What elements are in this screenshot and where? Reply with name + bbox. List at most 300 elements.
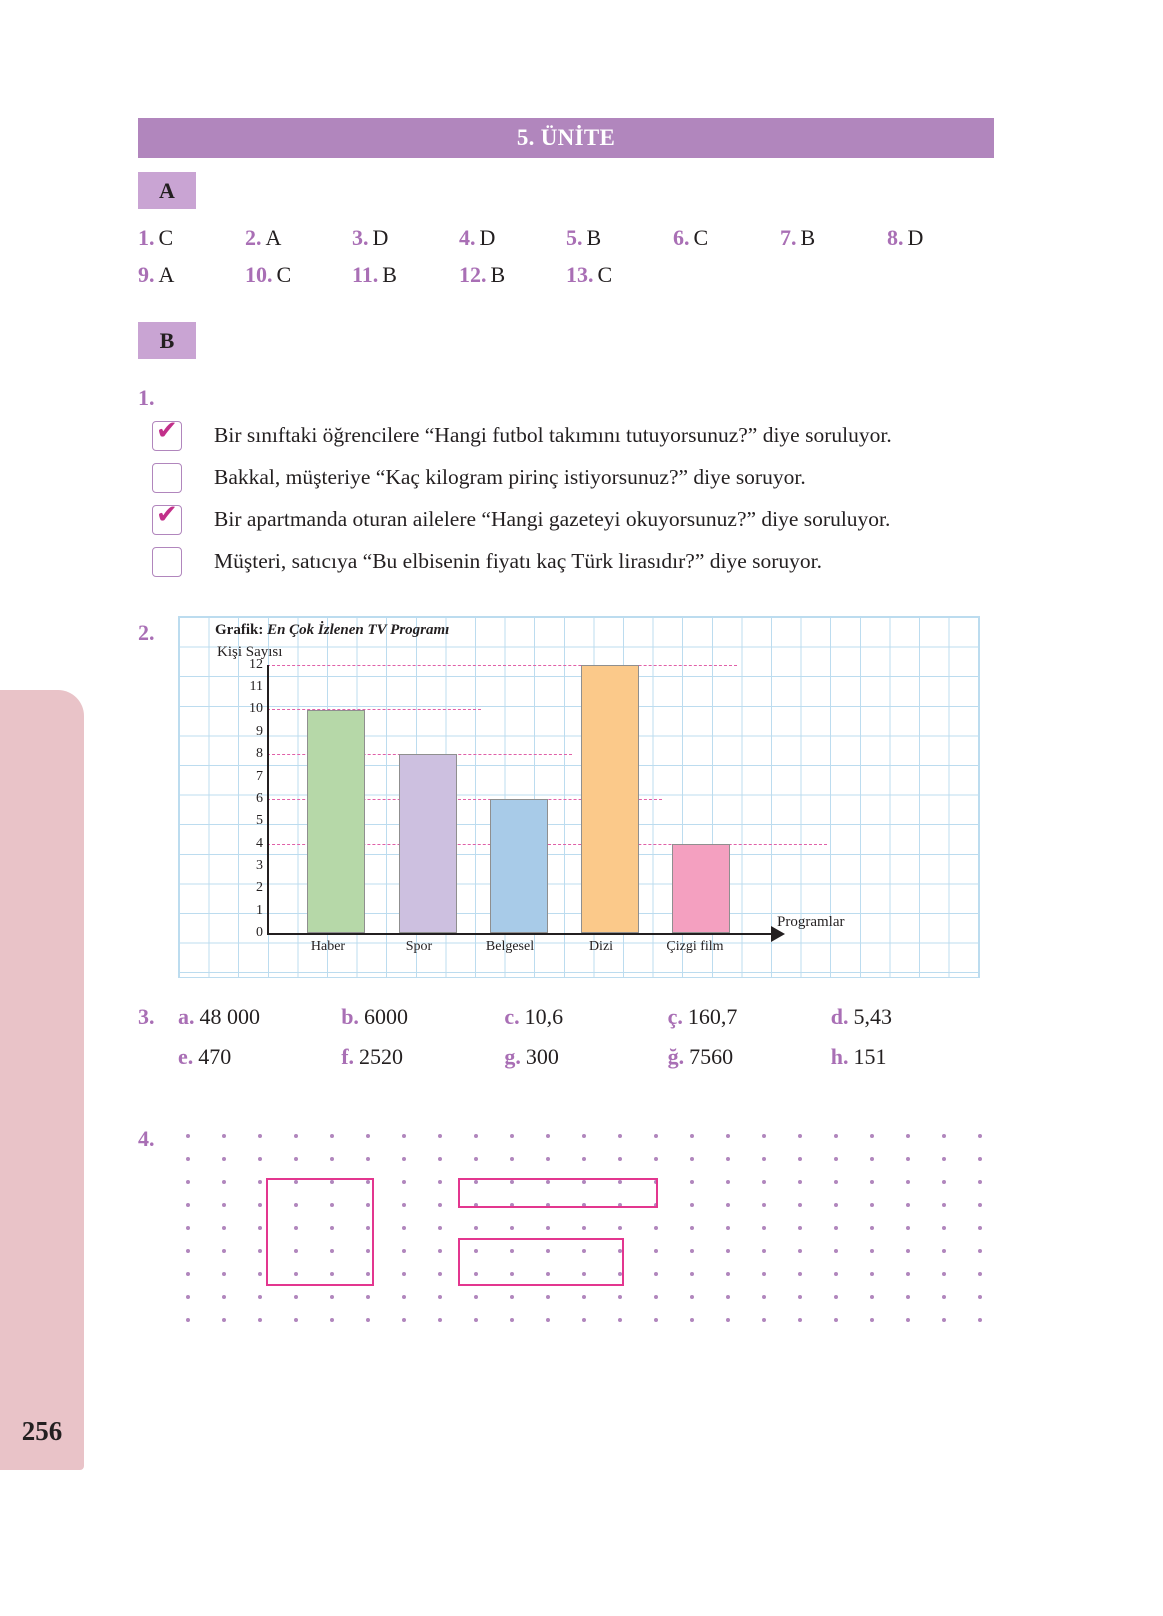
- grid-dot: [942, 1157, 946, 1161]
- question-3-answers: [178, 1004, 994, 1070]
- q3-item: [504, 1004, 667, 1030]
- grid-dot: [186, 1157, 190, 1161]
- answer-number: 1.: [138, 225, 155, 250]
- grid-dot: [258, 1318, 262, 1322]
- grid-dot: [330, 1134, 334, 1138]
- answer-item: [459, 225, 566, 251]
- shape-rectangle-bottom: [458, 1238, 624, 1286]
- grid-dot: [798, 1226, 802, 1230]
- checklist-item[interactable]: [152, 545, 994, 578]
- grid-dot: [870, 1318, 874, 1322]
- grid-dot: [762, 1318, 766, 1322]
- grid-dot: [222, 1157, 226, 1161]
- q3-value: 5,43: [853, 1004, 893, 1029]
- q3-item: [178, 1004, 341, 1030]
- q3-letter: g.: [504, 1044, 521, 1069]
- q3-item: [504, 1044, 667, 1070]
- grid-dot: [798, 1249, 802, 1253]
- grid-dot: [258, 1295, 262, 1299]
- grid-dot: [186, 1295, 190, 1299]
- q3-value: 300: [525, 1044, 559, 1069]
- grid-dot: [798, 1272, 802, 1276]
- checklist-item-label: Müşteri, satıcıya “Bu elbisenin fiyatı kaç Türk lirasıdır?” diye soruyor.: [214, 549, 823, 573]
- answer-number: 8.: [887, 225, 904, 250]
- grid-dot: [762, 1134, 766, 1138]
- grid-dot: [186, 1318, 190, 1322]
- chart-title-prefix: Grafik:: [215, 622, 264, 638]
- grid-dot: [402, 1157, 406, 1161]
- grid-dot: [258, 1134, 262, 1138]
- grid-dot: [438, 1157, 442, 1161]
- answer-item: [673, 225, 780, 251]
- grid-dot: [690, 1157, 694, 1161]
- answer-number: 7.: [780, 225, 797, 250]
- grid-dot: [870, 1272, 874, 1276]
- grid-dot: [222, 1318, 226, 1322]
- q3-letter: h.: [830, 1044, 849, 1069]
- q3-value: 6000: [363, 1004, 408, 1029]
- grid-dot: [402, 1318, 406, 1322]
- checklist-item[interactable]: [152, 415, 994, 452]
- q3-item: [668, 1004, 831, 1030]
- bar-label-cizgi-film: Çizgi film: [666, 939, 724, 954]
- grid-dot: [366, 1157, 370, 1161]
- grid-dot: [438, 1318, 442, 1322]
- grid-dot: [834, 1157, 838, 1161]
- answer-number: 12.: [459, 262, 487, 287]
- q3-item: [178, 1044, 341, 1070]
- page-number: 256: [21, 1415, 63, 1446]
- grid-dot: [186, 1203, 190, 1207]
- grid-dot: [690, 1134, 694, 1138]
- answer-value: C: [276, 262, 292, 287]
- grid-dot: [186, 1226, 190, 1230]
- answer-item: [352, 262, 459, 288]
- grid-dot: [186, 1249, 190, 1253]
- q3-letter: d.: [830, 1004, 849, 1029]
- grid-dot: [798, 1134, 802, 1138]
- page-content: [138, 118, 994, 1346]
- q3-value: 48 000: [199, 1004, 260, 1029]
- grid-dot: [258, 1157, 262, 1161]
- dot-grid: [178, 1126, 994, 1346]
- grid-dot: [222, 1203, 226, 1207]
- grid-dot: [798, 1318, 802, 1322]
- q3-value: 470: [198, 1044, 232, 1069]
- grid-dot: [402, 1134, 406, 1138]
- grid-dot: [438, 1272, 442, 1276]
- answer-number: 3.: [352, 225, 369, 250]
- checkbox-4[interactable]: [152, 547, 182, 577]
- section-badge-b: B: [138, 322, 196, 359]
- grid-dot: [258, 1272, 262, 1276]
- grid-dot: [438, 1295, 442, 1299]
- grid-dot: [870, 1203, 874, 1207]
- grid-dot: [654, 1295, 658, 1299]
- grid-dot: [294, 1318, 298, 1322]
- grid-dot: [510, 1318, 514, 1322]
- q3-item: [668, 1044, 831, 1070]
- question-2: [138, 616, 994, 978]
- grid-dot: [510, 1295, 514, 1299]
- grid-dot: [978, 1318, 982, 1322]
- grid-dot: [654, 1318, 658, 1322]
- grid-dot: [186, 1180, 190, 1184]
- answer-value: D: [479, 225, 496, 250]
- grid-dot: [726, 1134, 730, 1138]
- grid-dot: [330, 1157, 334, 1161]
- grid-dot: [942, 1249, 946, 1253]
- grid-dot: [906, 1203, 910, 1207]
- ytick: 0: [256, 925, 263, 940]
- grid-dot: [402, 1249, 406, 1253]
- grid-dot: [186, 1134, 190, 1138]
- q3-item: [341, 1004, 504, 1030]
- bar-dizi: [581, 665, 639, 933]
- grid-dot: [726, 1203, 730, 1207]
- q3-value: 10,6: [524, 1004, 564, 1029]
- grid-dot: [762, 1249, 766, 1253]
- grid-dot: [510, 1226, 514, 1230]
- answer-item: [566, 225, 673, 251]
- grid-dot: [870, 1134, 874, 1138]
- grid-dot: [474, 1295, 478, 1299]
- grid-dot: [402, 1180, 406, 1184]
- answer-value: C: [693, 225, 709, 250]
- grid-dot: [906, 1134, 910, 1138]
- q3-letter: c.: [504, 1004, 520, 1029]
- checklist-item-label: Bir apartmanda oturan ailelere “Hangi gazeteyi okuyorsunuz?” diye soruluyor.: [214, 507, 891, 531]
- answer-value: B: [586, 225, 602, 250]
- grid-dot: [942, 1203, 946, 1207]
- grid-dot: [906, 1272, 910, 1276]
- grid-dot: [870, 1157, 874, 1161]
- grid-dot: [654, 1134, 658, 1138]
- grid-dot: [510, 1134, 514, 1138]
- grid-dot: [438, 1226, 442, 1230]
- grid-dot: [978, 1295, 982, 1299]
- q3-value: 7560: [689, 1044, 734, 1069]
- question-4: [138, 1126, 994, 1346]
- grid-dot: [654, 1157, 658, 1161]
- q3-letter: ç.: [667, 1004, 683, 1029]
- grid-dot: [762, 1295, 766, 1299]
- grid-dot: [618, 1226, 622, 1230]
- grid-dot: [582, 1295, 586, 1299]
- answer-item: [780, 225, 887, 251]
- answer-number: 2.: [245, 225, 262, 250]
- grid-dot: [366, 1318, 370, 1322]
- grid-dot: [906, 1318, 910, 1322]
- answer-value: B: [490, 262, 506, 287]
- checkbox-2[interactable]: [152, 463, 182, 493]
- grid-dot: [546, 1157, 550, 1161]
- bar-label-dizi: Dizi: [588, 939, 614, 954]
- grid-dot: [438, 1203, 442, 1207]
- page-side-tab: [0, 690, 84, 1470]
- bar-spor: [399, 754, 457, 933]
- grid-dot: [258, 1180, 262, 1184]
- grid-dot: [942, 1318, 946, 1322]
- ytick: 1: [256, 903, 263, 918]
- grid-dot: [834, 1203, 838, 1207]
- grid-dot: [582, 1134, 586, 1138]
- ytick: 3: [256, 858, 263, 873]
- answer-number: 5.: [566, 225, 583, 250]
- grid-dot: [726, 1180, 730, 1184]
- grid-dot: [726, 1318, 730, 1322]
- ytick: 6: [256, 791, 263, 806]
- grid-dot: [978, 1272, 982, 1276]
- answer-item: [352, 225, 459, 251]
- ytick: 4: [256, 836, 263, 851]
- grid-dot: [906, 1180, 910, 1184]
- grid-dot: [474, 1157, 478, 1161]
- grid-dot: [618, 1295, 622, 1299]
- grid-dot: [186, 1272, 190, 1276]
- grid-dot: [690, 1249, 694, 1253]
- answer-item: [245, 225, 352, 251]
- grid-dot: [294, 1134, 298, 1138]
- grid-dot: [870, 1226, 874, 1230]
- checklist-item-label: Bir sınıftaki öğrencilere “Hangi futbol takımını tutuyorsunuz?” diye soruluyor.: [214, 423, 892, 447]
- answer-value: D: [907, 225, 924, 250]
- q3-letter: b.: [341, 1004, 359, 1029]
- answer-item: [459, 262, 566, 288]
- ytick: 5: [256, 813, 263, 828]
- grid-dot: [582, 1157, 586, 1161]
- grid-dot: [978, 1157, 982, 1161]
- checkbox-1[interactable]: [152, 415, 182, 451]
- question-1-checklist: [152, 415, 994, 578]
- grid-dot: [330, 1295, 334, 1299]
- answer-value: B: [800, 225, 816, 250]
- grid-dot: [366, 1134, 370, 1138]
- grid-dot: [834, 1295, 838, 1299]
- grid-dot: [798, 1203, 802, 1207]
- chart-y-axis-ticks: [235, 617, 263, 977]
- grid-dot: [978, 1180, 982, 1184]
- check-icon: ✔: [156, 499, 178, 530]
- grid-dot: [798, 1180, 802, 1184]
- grid-dot: [978, 1203, 982, 1207]
- q3-letter: e.: [178, 1044, 194, 1069]
- grid-dot: [438, 1180, 442, 1184]
- section-b: [138, 322, 994, 1346]
- grid-dot: [618, 1318, 622, 1322]
- q3-value: 160,7: [687, 1004, 738, 1029]
- answer-item: [138, 262, 245, 288]
- grid-dot: [690, 1318, 694, 1322]
- grid-dot: [726, 1295, 730, 1299]
- grid-dot: [510, 1157, 514, 1161]
- grid-dot: [906, 1295, 910, 1299]
- grid-dot: [654, 1272, 658, 1276]
- grid-dot: [366, 1295, 370, 1299]
- answer-value: A: [265, 225, 282, 250]
- chart-xlabel: Programlar: [777, 914, 845, 930]
- answer-value: A: [158, 262, 175, 287]
- grid-dot: [474, 1226, 478, 1230]
- q3-item: [831, 1004, 994, 1030]
- question-3-number: 3.: [138, 1004, 155, 1029]
- grid-dot: [222, 1180, 226, 1184]
- chart-title-text: En Çok İzlenen TV Programı: [267, 622, 450, 638]
- grid-dot: [798, 1295, 802, 1299]
- answer-number: 10.: [245, 262, 273, 287]
- q3-letter: a.: [178, 1004, 195, 1029]
- grid-dot: [402, 1226, 406, 1230]
- answer-value: D: [372, 225, 389, 250]
- grid-dot: [870, 1180, 874, 1184]
- grid-dot: [222, 1249, 226, 1253]
- ytick: 12: [249, 657, 263, 672]
- checkbox-3[interactable]: [152, 499, 182, 535]
- grid-dot: [870, 1295, 874, 1299]
- x-axis-arrow-icon: [771, 926, 785, 942]
- question-3: [138, 1004, 994, 1070]
- grid-dot: [942, 1180, 946, 1184]
- grid-dot: [690, 1180, 694, 1184]
- grid-dot: [834, 1318, 838, 1322]
- answer-item: [566, 262, 673, 288]
- grid-dot: [870, 1249, 874, 1253]
- grid-dot: [942, 1295, 946, 1299]
- grid-dot: [654, 1226, 658, 1230]
- grid-dot: [762, 1272, 766, 1276]
- grid-dot: [690, 1295, 694, 1299]
- q3-letter: f.: [341, 1044, 355, 1069]
- grid-dot: [258, 1249, 262, 1253]
- grid-dot: [258, 1203, 262, 1207]
- chart-ylabel: Kişi Sayısı: [217, 644, 283, 660]
- bar-chart: [178, 616, 980, 978]
- grid-dot: [402, 1203, 406, 1207]
- grid-dot: [222, 1272, 226, 1276]
- ytick: 8: [256, 746, 263, 761]
- q3-item: [341, 1044, 504, 1070]
- ytick: 2: [256, 880, 263, 895]
- grid-dot: [690, 1203, 694, 1207]
- grid-dot: [834, 1226, 838, 1230]
- bar-label-haber: Haber: [310, 939, 346, 954]
- check-icon: ✔: [156, 415, 178, 446]
- grid-dot: [222, 1295, 226, 1299]
- grid-dot: [906, 1226, 910, 1230]
- grid-dot: [834, 1134, 838, 1138]
- question-1-number: 1.: [138, 385, 155, 410]
- bar-label-spor: Spor: [405, 939, 433, 954]
- grid-dot: [942, 1134, 946, 1138]
- grid-dot: [906, 1157, 910, 1161]
- grid-dot: [438, 1134, 442, 1138]
- grid-dot: [474, 1318, 478, 1322]
- grid-dot: [294, 1295, 298, 1299]
- grid-dot: [978, 1134, 982, 1138]
- grid-dot: [726, 1157, 730, 1161]
- grid-dot: [726, 1249, 730, 1253]
- grid-dot: [546, 1318, 550, 1322]
- answer-number: 11.: [352, 262, 379, 287]
- grid-dot: [690, 1226, 694, 1230]
- grid-dot: [762, 1203, 766, 1207]
- answer-number: 6.: [673, 225, 690, 250]
- grid-dot: [654, 1249, 658, 1253]
- ytick: 11: [249, 679, 263, 694]
- bar-belgesel: [490, 799, 548, 933]
- answer-value: C: [158, 225, 174, 250]
- grid-dot: [906, 1249, 910, 1253]
- grid-dot: [438, 1249, 442, 1253]
- checklist-item-label: Bakkal, müşteriye “Kaç kilogram pirinç istiyorsunuz?” diye soruyor.: [214, 465, 806, 489]
- grid-dot: [690, 1272, 694, 1276]
- grid-dot: [798, 1157, 802, 1161]
- answer-value: B: [382, 262, 397, 287]
- grid-dot: [582, 1226, 586, 1230]
- question-4-number: 4.: [138, 1126, 155, 1151]
- q3-value: 151: [853, 1044, 887, 1069]
- grid-dot: [402, 1295, 406, 1299]
- grid-dot: [330, 1318, 334, 1322]
- answer-item: [138, 225, 245, 251]
- grid-dot: [546, 1226, 550, 1230]
- answer-number: 4.: [459, 225, 476, 250]
- grid-dot: [474, 1134, 478, 1138]
- answer-key-a: [138, 225, 994, 288]
- grid-dot: [978, 1226, 982, 1230]
- grid-dot: [582, 1318, 586, 1322]
- grid-dot: [546, 1134, 550, 1138]
- grid-dot: [618, 1157, 622, 1161]
- grid-dot: [402, 1272, 406, 1276]
- q3-letter: ğ.: [667, 1044, 685, 1069]
- answer-number: 9.: [138, 262, 155, 287]
- bar-label-belgesel: Belgesel: [485, 939, 535, 954]
- unit-title: 5. ÜNİTE: [138, 118, 994, 158]
- checklist-item[interactable]: [152, 461, 994, 494]
- answer-value: C: [597, 262, 613, 287]
- grid-dot: [762, 1180, 766, 1184]
- bar-cizgi-film: [672, 844, 730, 933]
- answer-number: 13.: [566, 262, 594, 287]
- grid-dot: [942, 1272, 946, 1276]
- grid-dot: [546, 1295, 550, 1299]
- ytick: 9: [256, 724, 263, 739]
- grid-dot: [726, 1272, 730, 1276]
- shape-square: [266, 1178, 374, 1286]
- grid-dot: [222, 1226, 226, 1230]
- answer-item: [245, 262, 352, 288]
- grid-dot: [942, 1226, 946, 1230]
- grid-dot: [834, 1249, 838, 1253]
- section-badge-a: A: [138, 172, 196, 209]
- grid-dot: [294, 1157, 298, 1161]
- chart-bars: [269, 665, 769, 933]
- grid-dot: [978, 1249, 982, 1253]
- question-2-number: 2.: [138, 620, 155, 645]
- grid-dot: [222, 1134, 226, 1138]
- grid-dot: [834, 1180, 838, 1184]
- grid-dot: [258, 1226, 262, 1230]
- ytick: 10: [249, 701, 263, 716]
- ytick: 7: [256, 769, 263, 784]
- shape-rectangle-top: [458, 1178, 658, 1208]
- grid-dot: [834, 1272, 838, 1276]
- checklist-item[interactable]: [152, 499, 994, 536]
- chart-x-axis: [267, 933, 773, 935]
- grid-dot: [618, 1134, 622, 1138]
- bar-haber: [307, 710, 365, 933]
